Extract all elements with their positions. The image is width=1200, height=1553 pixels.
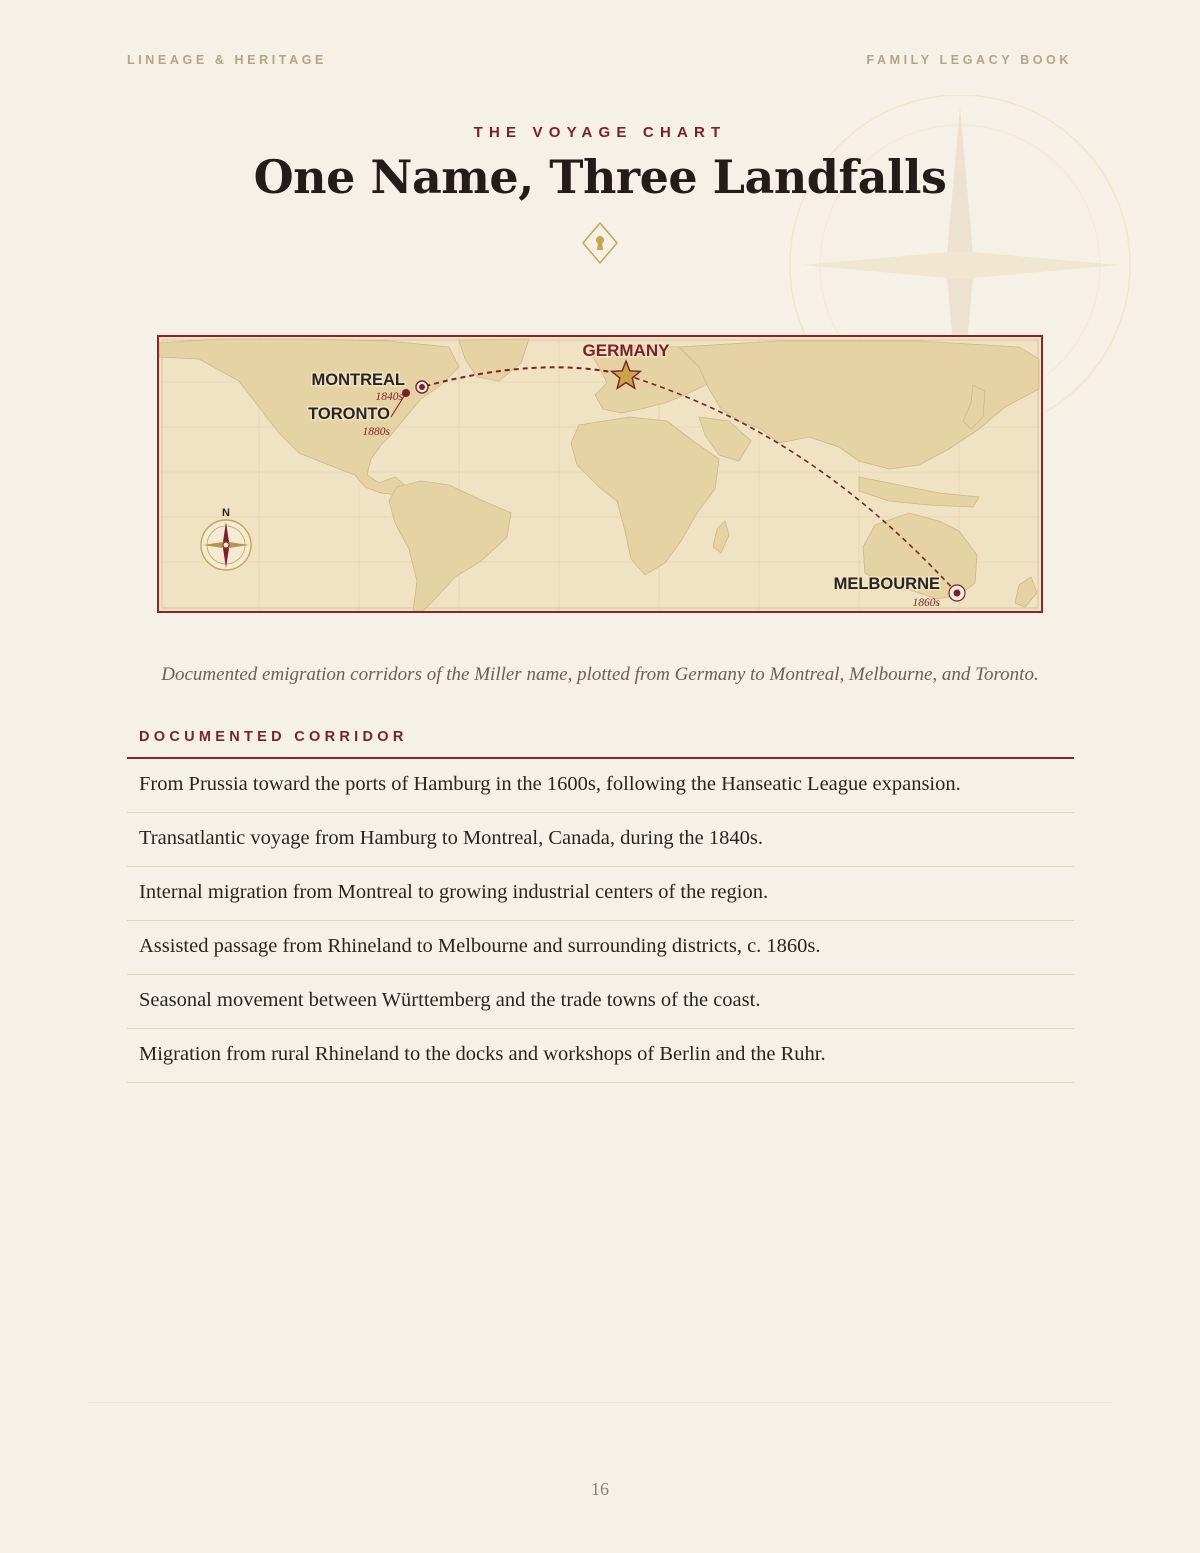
- running-head-left: LINEAGE & HERITAGE: [127, 53, 327, 67]
- voyage-map: [157, 335, 1043, 613]
- page-title: One Name, Three Landfalls: [253, 150, 947, 204]
- corridor-item: Internal migration from Montreal to growing industrial centers of the region.: [127, 867, 1074, 921]
- compass-north-label: N: [222, 507, 230, 519]
- corridor-item: From Prussia toward the ports of Hamburg in the 1600s, following the Hanseatic League expansion.: [127, 759, 1074, 813]
- section-eyebrow: THE VOYAGE CHART: [473, 124, 727, 141]
- keyhole-ornament-icon: [581, 221, 619, 265]
- melbourne-label: MELBOURNE: [833, 575, 940, 593]
- corridor-item: Transatlantic voyage from Hamburg to Montreal, Canada, during the 1840s.: [127, 813, 1074, 867]
- toronto-era: 1880s: [362, 426, 390, 438]
- toronto-label: TORONTO: [308, 405, 390, 423]
- corridor-item: Migration from rural Rhineland to the docks and workshops of Berlin and the Ruhr.: [127, 1029, 1074, 1083]
- corridor-item: Assisted passage from Rhineland to Melbourne and surrounding districts, c. 1860s.: [127, 921, 1074, 975]
- running-head-right: FAMILY LEGACY BOOK: [866, 53, 1072, 67]
- melbourne-era: 1860s: [912, 597, 940, 609]
- corridor-item: Seasonal movement between Württemberg and the trade towns of the coast.: [127, 975, 1074, 1029]
- germany-label: GERMANY: [582, 341, 670, 360]
- corridor-heading: DOCUMENTED CORRIDOR: [139, 729, 408, 745]
- montreal-era: 1840s: [375, 391, 403, 403]
- montreal-marker: [416, 381, 428, 393]
- page-number: 16: [591, 1479, 609, 1499]
- world-map-svg: [159, 337, 1041, 611]
- toronto-marker: [402, 389, 410, 397]
- corridor-list: [127, 759, 1074, 1083]
- map-caption: Documented emigration corridors of the Miller name, plotted from Germany to Montreal, Melbourne, and Toronto.: [161, 664, 1039, 685]
- footer-divider: [88, 1402, 1112, 1403]
- melbourne-marker: [949, 585, 965, 601]
- montreal-label: MONTREAL: [311, 371, 405, 389]
